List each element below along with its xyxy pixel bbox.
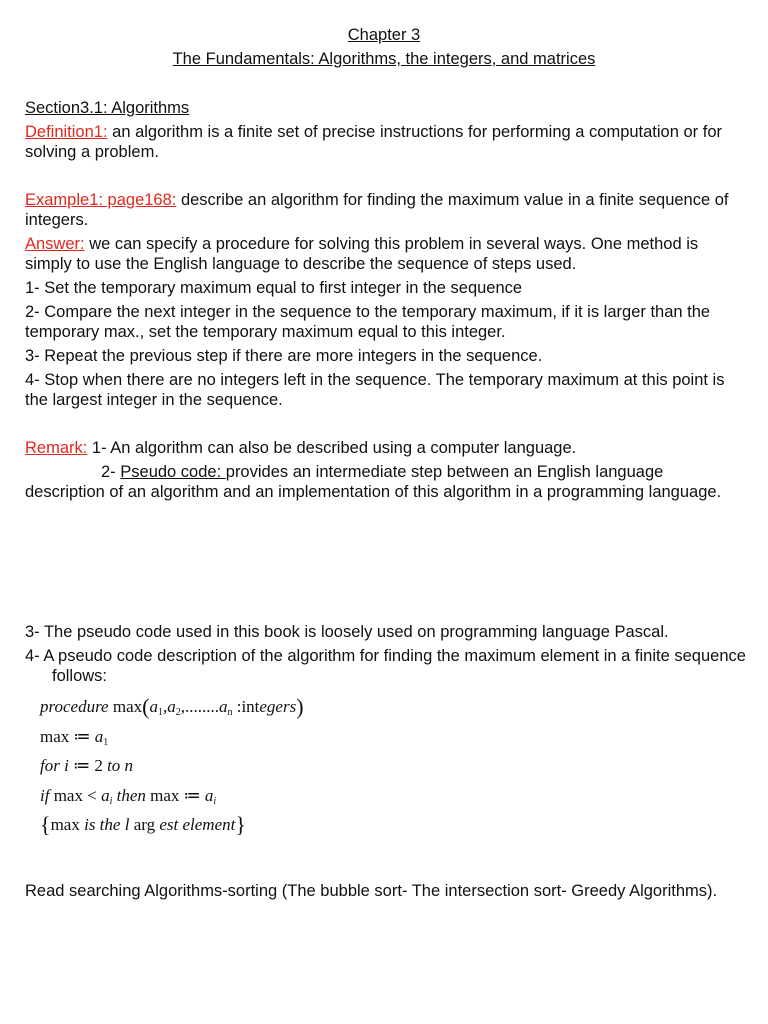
dots: ,........ [180,697,219,716]
definition-label: Definition1: [25,123,108,141]
for-assign: ≔ 2 [68,756,108,775]
if-assign: max ≔ [145,786,205,805]
procedure-keyword: procedure [40,697,109,716]
pseudocode-line-for [40,756,133,776]
pseudocode-line-init [40,727,108,753]
type-egers: egers [259,697,297,716]
remark-item-2-text: provides an intermediate step between an English language description of an algorithm and an implementation of this algorithm in a programming language. [25,463,722,501]
example-paragraph [25,190,745,230]
comment-is: is the l [84,815,130,834]
var-a: a [101,786,110,805]
remark-label: Remark: [25,439,88,457]
remark-item-1: 1- An algorithm can also be described using a computer language. [87,439,577,457]
example-label: Example1: page168: [25,191,177,209]
to-keyword: to n [107,756,134,775]
footer-paragraph: Read searching Algorithms-sorting (The bubble sort- The intersection sort- Greedy Algorithms). [25,882,718,900]
answer-step-3: 3- Repeat the previous step if there are more integers in the sequence. [25,347,543,365]
sub-n: n [227,707,233,718]
definition-paragraph [25,122,745,162]
comment-max: max [50,815,85,834]
comment-arg: arg [129,815,160,834]
var-a: a [218,697,228,716]
pseudocode-line-if [40,786,216,812]
answer-step-4: 4- Stop when there are no integers left in the sequence. The temporary maximum at this point is the largest integer in the sequence. [25,371,725,409]
sub-i: i [213,796,217,807]
definition-text: an algorithm is a finite set of precise instructions for performing a computation or for solving a problem. [25,123,723,161]
answer-paragraph [25,234,745,274]
sub-1: 1 [103,737,109,748]
note-item-4: 4- A pseudo code description of the algorithm for finding the maximum element in a finite sequence follows: [25,647,746,685]
if-condition: max < [49,786,102,805]
sub-1: 1 [157,707,163,718]
sub-i: i [109,796,113,807]
note-item-3: 3- The pseudo code used in this book is loosely used on programming language Pascal. [25,623,669,641]
section-heading [25,98,745,118]
answer-step-2: 2- Compare the next integer in the sequence to the temporary maximum, if it is larger than the temporary max., set the temporary maximum equal to this integer. [25,303,711,341]
answer-label: Answer: [25,235,85,253]
sub-2: 2 [175,707,181,718]
example-text: describe an algorithm for finding the maximum value in a finite sequence of integers. [25,191,729,229]
chapter-heading: Chapter 3 [347,26,421,44]
answer-step-1: 1- Set the temporary maximum equal to first integer in the sequence [25,279,523,297]
section-title: Section3.1: Algorithms [25,99,190,117]
remark-line-1 [25,438,745,458]
var-a: a [167,697,176,716]
comment-est: est element [159,815,236,834]
var-a: a [204,786,214,805]
init-assign: max ≔ [40,727,95,746]
remark-line-2 [25,462,745,502]
if-keyword: if [40,786,50,805]
var-a: a [94,727,104,746]
function-name: max [108,697,143,716]
var-a: a [149,697,158,716]
remark-item-2-prefix: 2- [101,463,121,481]
chapter-title: The Fundamentals: Algorithms, the integers, and matrices [172,50,596,68]
type-int: :int [232,697,260,716]
answer-text: we can specify a procedure for solving this problem in several ways. One method is simply to use the English language to describe the sequence of steps used. [25,235,699,273]
remark-pseudo-term: Pseudo code: [120,463,226,481]
pseudocode-line-comment: {max is the l arg est element} [40,812,246,837]
then-keyword: then [116,786,146,805]
for-keyword: for i [40,756,69,775]
pseudocode-line-procedure: procedure $\max(a_1,a_2,........a_n$ :integers) [40,694,304,719]
